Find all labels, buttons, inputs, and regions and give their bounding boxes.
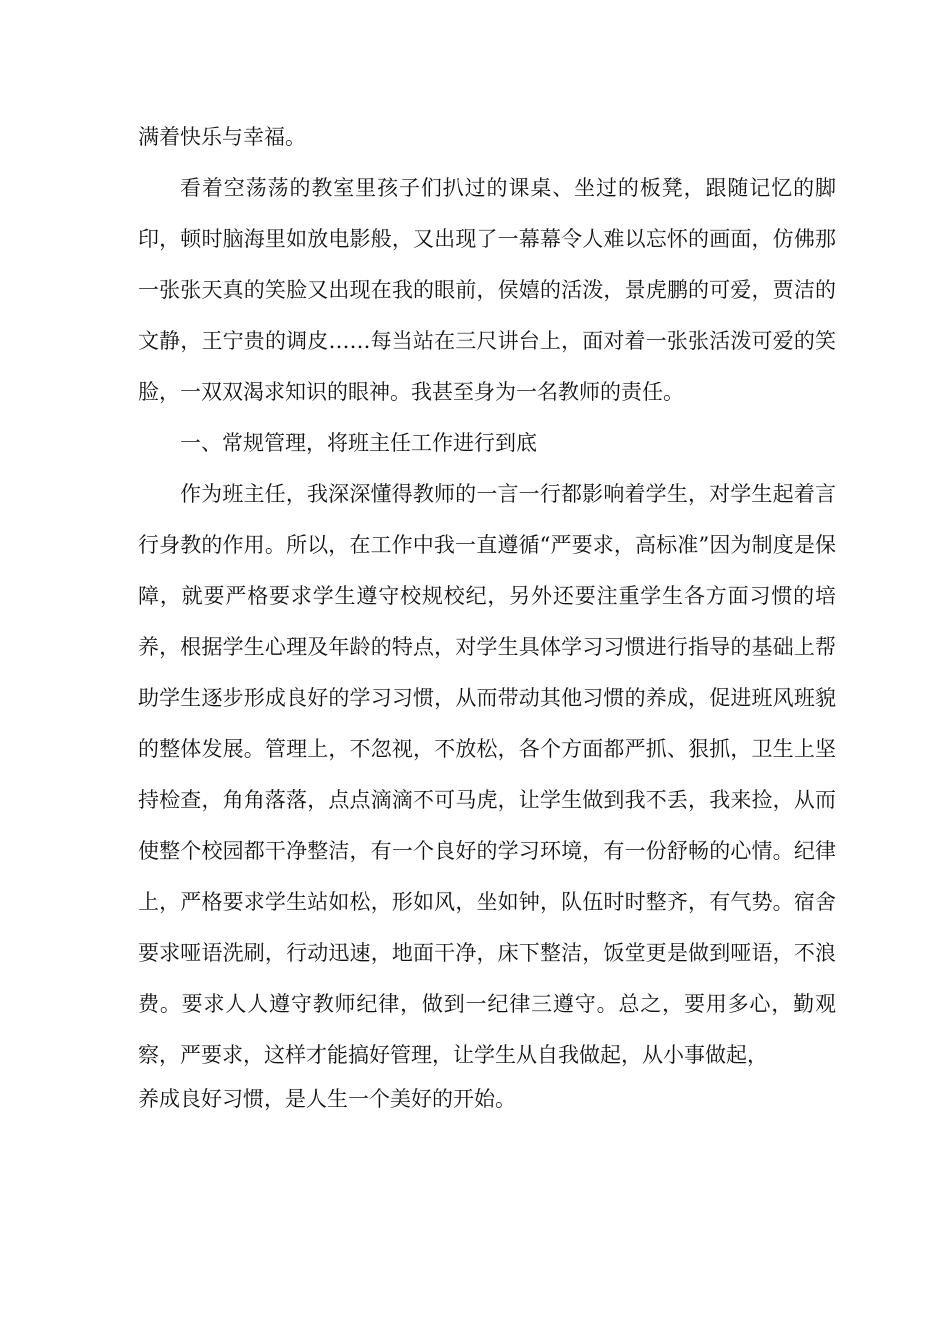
paragraph-class-teacher-work: 作为班主任，我深深懂得教师的一言一行都影响着学生，对学生起着言行身教的作用。所以，在工作中我一直遵循“严要求，高标准”因为制度是保障，就要严格要求学生遵守校规校纪，另外还要注重学生各方面习惯的培养，根据学生心理及年龄的特点，对学生具体学习习惯进行指导的基础上帮助学生逐步形成良好的学习习惯，从而带动其他习惯的养成，促进班风班貌的整体发展。管理上，不忽视，不放松，各个方面都严抓、狠抓，卫生上坚持检查，角角落落，点点滴滴不可马虎，让学生做到我不丢，我来捡，从而使整个校园都干净整洁，有一个良好的学习环境，有一份舒畅的心情。纪律上，严格要求学生站如松，形如风，坐如钟，队伍时时整齐，有气势。宿舍要求哑语洗刷，行动迅速，地面干净，床下整洁，饭堂更是做到哑语，不浪费。要求人人遵守教师纪律，做到一纪律三遵守。总之，要用多心，勤观察，严要求，这样才能搞好管理，让学生从自我做起，从小事做起，	[138, 482, 836, 1067]
paragraph-good-habits: 养成良好习惯，是人生一个美好的开始。	[138, 1087, 516, 1111]
document-body	[138, 112, 836, 1118]
section-heading-routine-management: 一、常规管理，将班主任工作进行到底	[180, 431, 537, 455]
paragraph-classroom-memory: 看着空荡荡的教室里孩子们扒过的课桌、坐过的板凳，跟随记忆的脚印，顿时脑海里如放电影般，又出现了一幕幕令人难以忘怀的画面，仿佛那一张张天真的笑脸又出现在我的眼前，侯嬉的活泼，景虎鹏的可爱，贾洁的文静，王宁贵的调皮……每当站在三尺讲台上，面对着一张张活泼可爱的笑脸，一双双渴求知识的眼神。我甚至身为一名教师的责任。	[138, 176, 836, 404]
paragraph-continuation: 满着快乐与幸福。	[138, 125, 306, 149]
